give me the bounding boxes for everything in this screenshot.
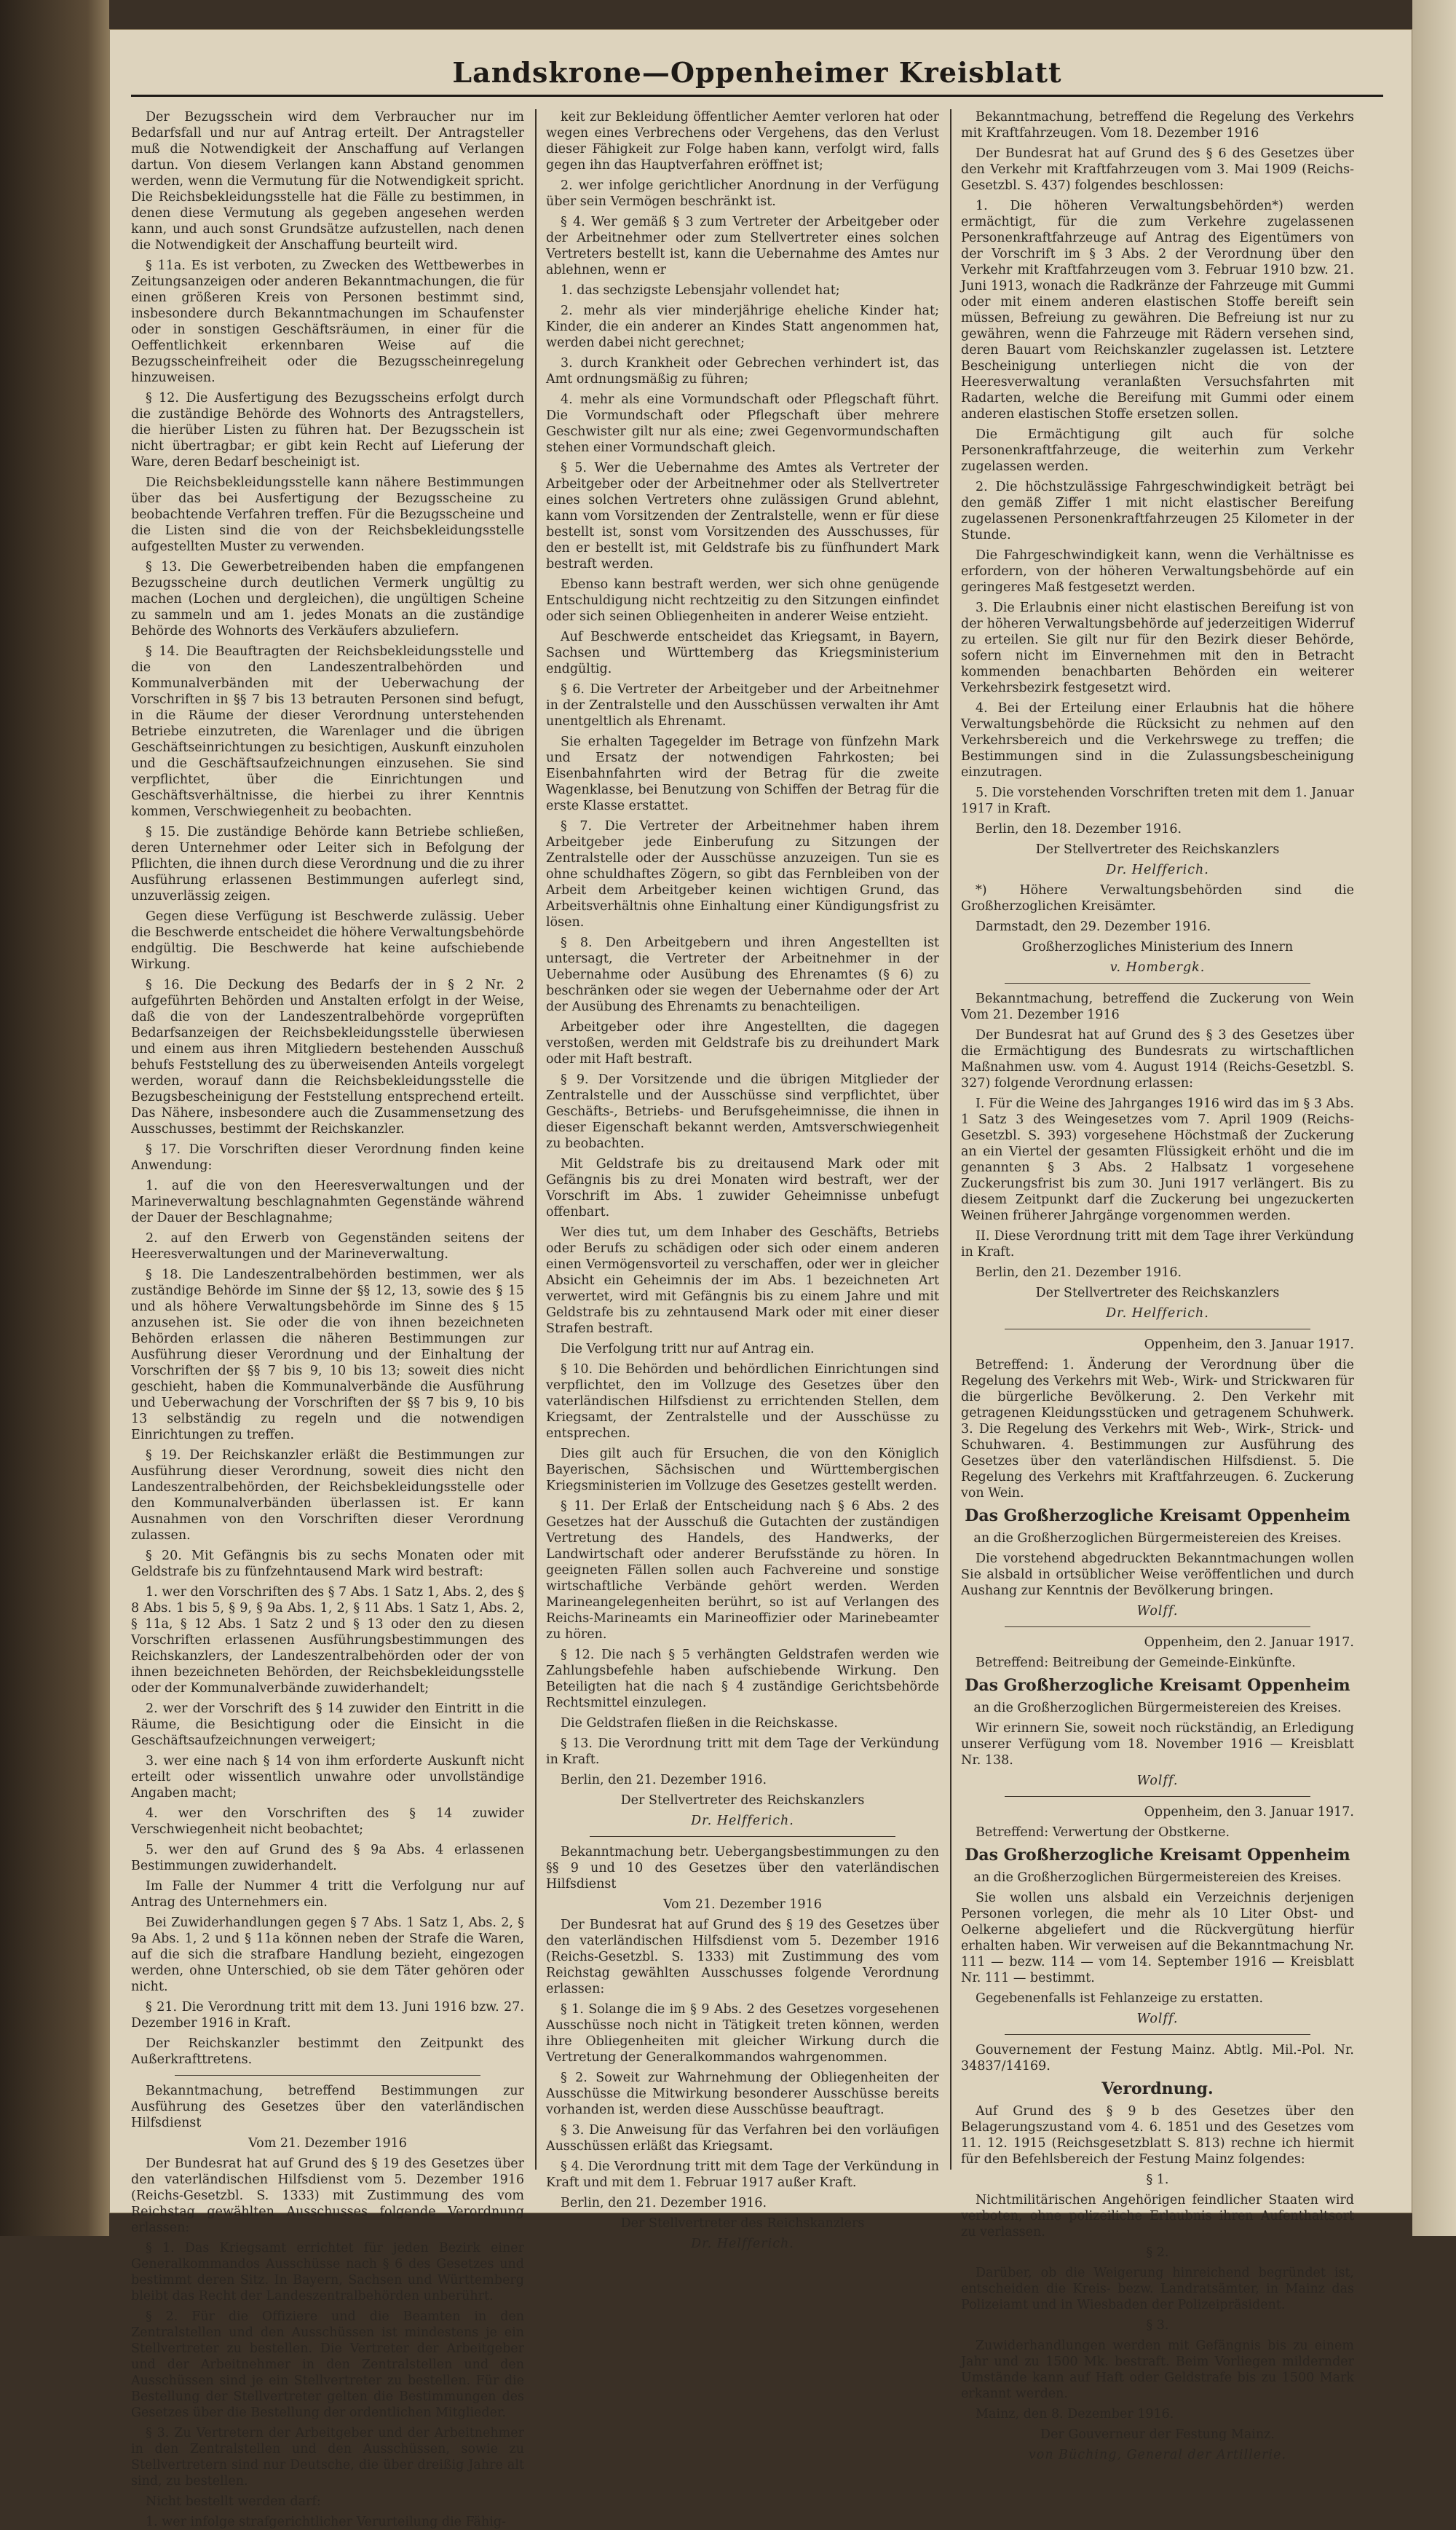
paragraph: Bekanntmachung, betreffend die Zuckerung von Wein Vom 21. Dezember 1916 [961,992,1354,1022]
column-3 [961,109,1354,2462]
paragraph: Die Verfolgung tritt nur auf Antrag ein. [561,1342,815,1356]
column-2 [546,109,939,2251]
paragraph: Berlin, den 21. Dezember 1916. [561,2196,767,2210]
paragraph: Die Ermächtigung gilt auch für solche Personenkraftfahrzeuge, die weiterhin zum Verkehr zugelassen werden. [961,427,1354,474]
paragraph: Betreffend: 1. Änderung der Verordnung über die Regelung des Verkehrs mit Web-, Wirk- und Strickwaren für die bürgerliche Bevölkerung. 2. Den Verkehr mit getragenen Kleidungsstücken und getragenem Schuhwerk. 3. Die Regelung des Verkehrs mit Web-, Wirk-, Strick- und Schuhwaren. 4. Bestimmungen zur Ausführung des Gesetzes über den vaterländischen Hilfsdienst. 5. Die Regelung des Verkehrs mit Kraftfahrzeugen. 6. Zuckerung von Wein. [961,1358,1354,1501]
signature: v. Hombergk. [1109,960,1206,975]
paragraph: Betreffend: Verwertung der Obstkerne. [976,1825,1230,1840]
column-1 [131,109,524,2529]
paragraph: § 11. Der Erlaß der Entscheidung nach § 6 Abs. 2 des Gesetzes hat der Ausschuß die Gutachten der zuständigen Vertretung des Handels, des Handwerks, der Landwirtschaft oder anderer Berufsstände zu hören. In geeigneten Fällen sollen auch Fachvereine und sonstige wirtschaftliche Verbände gehört werden. Werden Marineangelegenheiten berührt, so ist auf Verlangen des Reichs-Marineamts ein Marineoffizier oder Marinebeamter zu hören. [546,1499,939,1642]
section-divider [590,1836,895,1837]
authority-heading: Das Großherzogliche Kreisamt Oppenheim [965,1676,1350,1695]
paragraph: 3. wer eine nach § 14 von ihm erforderte Auskunft nicht erteilt oder wissentlich unwahre oder unvollständige Angaben macht; [131,1754,524,1800]
section-divider [1005,2034,1310,2035]
paragraph: § 11a. Es ist verboten, zu Zwecken des Wettbewerbes in Zeitungsanzeigen oder anderen Bekanntmachungen, die für einen größeren Kreis von Personen bestimmt sind, insbesondere durch Bekanntmachungen im Schaufenster oder in sonstigen Geschäftsräumen, in einer für die Oeffentlichkeit erkennbaren Weise auf die Bezugsscheinfreiheit oder die Bezugsscheinregelung hinzuweisen. [131,258,524,385]
paragraph: § 3. Zu Vertretern der Arbeitgeber und der Arbeitnehmer in den Zentralstellen und den Ausschüssen, sowie zu Stellvertretern sind nur Deutsche, die über dreißig Jahre alt sind, zu bestellen. [131,2426,524,2489]
paragraph: Sie erhalten Tagegelder im Betrage von fünfzehn Mark und Ersatz der notwendigen Fahrkosten; bei Eisenbahnfahrten wird der Betrag für die zweite Wagenklasse, bei Benutzung von Schiffen der Betrag für die erste Klasse erstattet. [546,735,939,813]
paragraph: § 6. Die Vertreter der Arbeitgeber und der Arbeitnehmer in der Zentralstelle und den Ausschüssen verwalten ihr Amt unentgeltlich als Ehrenamt. [546,682,939,729]
paragraph: Bekanntmachung betr. Uebergangsbestimmungen zu den §§ 9 und 10 des Gesetzes über den vaterländischen Hilfsdienst [546,1845,939,1891]
paragraph: § 12. Die nach § 5 verhängten Geldstrafen werden wie Zahlungsbefehle haben aufschiebende Wirkung. Den Beteiligten hat die nach § 4 zuständige Gerichtsbehörde Rechtsmittel einzulegen. [546,1648,939,1710]
paragraph: Der Bezugsschein wird dem Verbraucher nur im Bedarfsfall und nur auf Antrag erteilt. Der Antragsteller muß die Notwendigkeit der Anschaffung auf Verlangen dartun. Von diesem Verlangen kann Abstand genommen werden, wenn die Vermutung für die Notwendigkeit spricht. Die Reichsbekleidungsstelle hat die Fälle zu bestimmen, in denen diese Vermutung als gegeben angesehen werden kann, und auch sonst Grundsätze aufzustellen, nach denen die Notwendigkeit der Anschaffung beurteilt wird. [131,110,524,253]
paragraph: § 14. Die Beauftragten der Reichsbekleidungsstelle und die von den Landeszentralbehörden und Kommunalverbänden mit der Ueberwachung der Vorschriften in §§ 7 bis 13 betrauten Personen sind befugt, in die Räume der dieser Verordnung unterstehenden Betriebe einzutreten, die Warenlager und die übrigen Geschäftseinrichtungen zu besichtigen, Auskunft einzuholen und die Geschäftsaufzeichnungen einzusehen. Sie sind verpflichtet, über die Einrichtungen und Geschäftsverhältnisse, die hierbei zu ihrer Kenntnis kommen, Verschwiegenheit zu beobachten. [131,644,524,819]
paragraph: Darmstadt, den 29. Dezember 1916. [976,920,1211,934]
paragraph: Auf Beschwerde entscheidet das Kriegsamt, in Bayern, Sachsen und Württemberg das Kriegsministerium endgültig. [546,630,939,676]
book-spine [0,0,109,2236]
section-divider [1005,1626,1310,1627]
paragraph: Die Reichsbekleidungsstelle kann nähere Bestimmungen über das bei Ausfertigung der Bezugsscheine zu beobachtende Verfahren treffen. Für die Bezugsscheine und die Listen sind die von der Reichsbekleidungsstelle aufgestellten Muster zu verwenden. [131,475,524,554]
paragraph: 4. Bei der Erteilung einer Erlaubnis hat die höhere Verwaltungsbehörde die Rücksicht zu nehmen auf den Verkehrsbereich und die Verkehrswege zu treffen; die Bestimmungen sind in die Zulassungsbescheinigung einzutragen. [961,701,1354,780]
centered-line: Der Gouverneur der Festung Mainz. [1040,2427,1275,2442]
paragraph: 1. wer infolge strafgerichtlicher Verurteilung die Fähig- [146,2515,506,2529]
paragraph: 2. wer der Vorschrift des § 14 zuwider den Eintritt in die Räume, die Besichtigung oder die Einsicht in die Geschäftsaufzeichnungen verweigert; [131,1701,524,1748]
paragraph: § 12. Die Ausfertigung des Bezugsscheins erfolgt durch die zuständige Behörde des Wohnorts des Antragstellers, die hierüber Listen zu führen hat. Der Bezugsschein ist nicht übertragbar; er gibt kein Recht auf Lieferung der Ware, deren Bedarf bescheinigt ist. [131,391,524,470]
paragraph: § 16. Die Deckung des Bedarfs der in § 2 Nr. 2 aufgeführten Behörden und Anstalten erfolgt in der Weise, daß die von der Landeszentralbehörde vorgeprüften Bedarfsanzeigen der Reichsbekleidungsstelle überwiesen und einem aus ihren Mitgliedern bestehenden Ausschuß behufs Feststellung des zu überweisenden Anteils vorgelegt werden, worauf dann die Reichsbekleidungsstelle die Bezugsbescheinigung der Feststellung entsprechend erteilt. Das Nähere, insbesondere auch die Zusammensetzung des Ausschusses, bestimmt der Reichskanzler. [131,978,524,1136]
paragraph: § 8. Den Arbeitgebern und ihren Angestellten ist untersagt, die Vertreter der Arbeitnehmer in der Uebernahme oder Ausübung des Ehrenamtes (§ 6) zu beschränken oder sie wegen der Uebernahme oder der Art der Ausübung des Ehrenamts zu benachteiligen. [546,936,939,1014]
paragraph: Die Geldstrafen fließen in die Reichskasse. [561,1716,838,1731]
paragraph: 1. auf die von den Heeresverwaltungen und der Marineverwaltung beschlagnahmten Gegenstände während der Dauer der Beschlagnahme; [131,1179,524,1225]
paragraph: Der Reichskanzler bestimmt den Zeitpunkt des Außerkrafttretens. [131,2036,524,2067]
signature: Dr. Helfferich. [1106,863,1209,877]
centered-line: an die Großherzoglichen Bürgermeistereien des Kreises. [973,1701,1342,1715]
paragraph: Berlin, den 21. Dezember 1916. [561,1773,767,1787]
paragraph: 2. Die höchstzulässige Fahrgeschwindigkeit beträgt bei den gemäß Ziffer 1 mit nicht elastischer Bereifung zugelassenen Personenkraftfahrzeugen 25 Kilometer in der Stunde. [961,480,1354,542]
paragraph: § 21. Die Verordnung tritt mit dem 13. Juni 1916 bzw. 27. Dezember 1916 in Kraft. [131,2000,524,2031]
paragraph: § 13. Die Gewerbetreibenden haben die empfangenen Bezugsscheine durch deutlichen Vermerk ungültig zu machen (Lochen und dergleichen), die ungültigen Scheine zu sammeln und am 1. jedes Monats an die zuständige Behörde des Wohnorts des Verkäufers abzuliefern. [131,560,524,639]
paragraph: § 20. Mit Gefängnis bis zu sechs Monaten oder mit Geldstrafe bis zu fünfzehntausend Mark wird bestraft: [131,1549,524,1579]
paragraph: Auf Grund des § 9 b des Gesetzes über den Belagerungszustand vom 4. 6. 1851 und des Gesetzes vom 11. 12. 1915 (Reichsgesetzblatt S. 813) rechne ich hiermit für den Befehlsbereich der Festung Mainz folgendes: [961,2104,1354,2167]
signature: von Büching, General der Artillerie. [1028,2448,1287,2462]
section-divider [1005,983,1310,984]
paragraph: Bei Zuwiderhandlungen gegen § 7 Abs. 1 Satz 1, Abs. 2, § 9a Abs. 1, 2 und § 11a können neben der Strafe die Waren, auf die sich die strafbare Handlung bezieht, eingezogen werden, ohne Unterschied, ob sie dem Täter gehören oder nicht. [131,1916,524,1994]
paragraph: Dies gilt auch für Ersuchen, die von den Königlich Bayerischen, Sächsischen und Württembergischen Kriegsministerien im Vollzuge des Gesetzes gestellt werden. [546,1447,939,1493]
column-rule [950,109,951,2170]
paragraph: § 18. Die Landeszentralbehörden bestimmen, wer als zuständige Behörde im Sinne der §§ 12, 13, sowie des § 15 und als höhere Verwaltungsbehörde im Sinne des § 15 anzusehen ist. Sie oder die von ihnen bezeichneten Behörden erlassen die näheren Bestimmungen zur Ausführung dieser Verordnung und der Einhaltung der Vorschriften der §§ 7 bis 9, 10 bis 13; soweit dies nicht geschieht, haben die Kommunalverbände die Ausführung und Ueberwachung der Vorschriften der §§ 7 bis 9, 10 bis 13 selbständig zu regeln und die notwendigen Einrichtungen zu treffen. [131,1268,524,1442]
paragraph: 4. mehr als eine Vormundschaft oder Pflegschaft führt. Die Vormundschaft oder Pflegschaft über mehrere Geschwister gilt nur als eine; zwei Gegenvormundschaften stehen einer Vormundschaft gleich. [546,392,939,455]
paragraph: Wir erinnern Sie, soweit noch rückständig, an Erledigung unserer Verfügung vom 18. November 1916 — Kreisblatt Nr. 138. [961,1721,1354,1768]
paragraph: 2. auf den Erwerb von Gegenständen seitens der Heeresverwaltungen und der Marineverwaltung. [131,1231,524,1262]
paragraph: § 4. Wer gemäß § 3 zum Vertreter der Arbeitgeber oder der Arbeitnehmer oder zum Stellvertreter eines solchen Vertreters bestellt ist, kann die Uebernahme des Amtes nur ablehnen, wenn er [546,215,939,277]
paragraph: Betreffend: Beitreibung der Gemeinde-Einkünfte. [976,1656,1296,1670]
centered-line: Großherzogliches Ministerium des Innern [1021,940,1294,954]
masthead: Landskrone—Oppenheimer Kreisblatt [131,51,1383,97]
signature: Wolff. [1136,1774,1179,1788]
centered-line: Der Stellvertreter des Reichskanzlers [1035,842,1280,857]
paragraph: Ebenso kann bestraft werden, wer sich ohne genügende Entschuldigung nicht rechtzeitig zu den Sitzungen einfindet oder sich seinen Obliegenheiten in anderer Weise entzieht. [546,577,939,624]
paragraph: § 19. Der Reichskanzler erläßt die Bestimmungen zur Ausführung dieser Verordnung, soweit dies nicht den Landeszentralbehörden, der Reichsbekleidungsstelle oder den Kommunalverbänden überlassen ist. Er kann Ausnahmen von den Vorschriften dieser Verordnung zulassen. [131,1448,524,1543]
authority-heading: Das Großherzogliche Kreisamt Oppenheim [965,1506,1350,1525]
paragraph: § 4. Die Verordnung tritt mit dem Tage der Verkündung in Kraft und mit dem 1. Februar 1917 außer Kraft. [546,2159,939,2190]
paragraph: § 3. Die Anweisung für das Verfahren bei den vorläufigen Ausschüssen erläßt das Kriegsamt. [546,2123,939,2154]
paragraph: 1. Die höheren Verwaltungsbehörden*) werden ermächtigt, für die zum Verkehre zugelassenen Personenkraftfahrzeuge auf Antrag des Eigentümers von der Vorschrift im § 3 Abs. 2 der Verordnung über den Verkehr mit Kraftfahrzeugen vom 3. Februar 1910 bzw. 21. Juni 1913, wonach die Radkränze der Fahrzeuge mit Gummi oder mit einem anderen elastischen Stoffe bereift sein müssen, Befreiung zu gewähren. Die Befreiung ist nur zu gewähren, wenn die Fahrzeuge mit Rädern versehen sind, deren Bauart vom Reichskanzler zugelassen ist. Letztere Bescheinigung unterliegen nicht die von der Heeresverwaltung veranlaßten Versuchsfahrten mit Radarten, welche die Bereifung mit Gummi oder einem anderen elastischen Stoffe ersetzen sollen. [961,199,1354,422]
signature: Dr. Helfferich. [691,2237,794,2251]
paragraph: § 2. Für die Offiziere und die Beamten in den Zentralstellen und den Ausschüssen ist mindestens je ein Stellvertreter zu bestellen. Die Vertreter der Arbeitgeber und der Arbeitnehmer in den Zentralstellen und den Ausschüssen sind je ein Stellvertreter zu bestellen. Für die Bestellung der Stellvertreter gelten die Bestimmungen des Gesetzes über die Bestellung der ordentlichen Mitglieder. [131,2309,524,2420]
paragraph: Gegen diese Verfügung ist Beschwerde zulässig. Ueber die Beschwerde entscheidet die höhere Verwaltungsbehörde endgültig. Die Beschwerde hat keine aufschiebende Wirkung. [131,909,524,972]
column-rule [535,109,537,2170]
paragraph: Gouvernement der Festung Mainz. Abtlg. Mil.-Pol. Nr. 34837/14169. [961,2043,1354,2074]
paragraph: 2. mehr als vier minderjährige eheliche Kinder hat; Kinder, die ein anderer an Kindes Statt angenommen hat, werden dabei nicht gerechnet; [546,304,939,350]
paragraph: Der Bundesrat hat auf Grund des § 6 des Gesetzes über den Verkehr mit Kraftfahrzeugen vom 3. Mai 1909 (Reichs-Gesetzbl. S. 437) folgendes beschlossen: [961,146,1354,193]
paragraph: Sie wollen uns alsbald ein Verzeichnis derjenigen Personen vorlegen, die mehr als 10 Liter Obst- und Oelkerne abgeliefert und die Rückvergütung hierfür erhalten haben. Wir verweisen auf die Bekanntmachung Nr. 111 — bezw. 114 — vom 14. September 1916 — Kreisblatt Nr. 111 — bestimmt. [961,1891,1354,1985]
section-divider [1005,1796,1310,1797]
authority-heading: Verordnung. [1101,2079,1214,2098]
dateline: Oppenheim, den 3. Januar 1917. [1144,1805,1354,1819]
signature: Dr. Helfferich. [1106,1306,1209,1321]
paragraph: Im Falle der Nummer 4 tritt die Verfolgung nur auf Antrag des Unternehmers ein. [131,1879,524,1910]
authority-heading: Das Großherzogliche Kreisamt Oppenheim [965,1846,1350,1865]
centered-line: Der Stellvertreter des Reichskanzlers [620,1793,865,1808]
paragraph: § 1. Das Kriegsamt errichtet für jeden Bezirk einer Generalkommandos Ausschüsse nach § 6 des Gesetzes und bestimmt deren Sitz. In Bayern, Sachsen und Württemberg bleibt das Recht der Landeszentralbehörden unberührt. [131,2241,524,2304]
paragraph: Arbeitgeber oder ihre Angestellten, die dagegen verstoßen, werden mit Geldstrafe bis zu dreihundert Mark oder mit Haft bestraft. [546,1020,939,1067]
paragraph: Der Bundesrat hat auf Grund des § 19 des Gesetzes über den vaterländischen Hilfsdienst vom 5. Dezember 1916 (Reichs-Gesetzbl. S. 1333) mit Zustimmung des vom Reichstag gewählten Ausschusses folgende Verordnung erlassen: [546,1918,939,1996]
paragraph: Zuwiderhandlungen werden mit Gefängnis bis zu einem Jahr und zu 1500 Mk. bestraft. Beim Vorliegen mildernder Umstände kann auf Haft oder Geldstrafe bis zu 1500 Mark erkannt werden. [961,2339,1354,2401]
newspaper-page [109,29,1412,2529]
centered-line: an die Großherzoglichen Bürgermeistereien des Kreises. [973,1870,1342,1885]
paragraph: *) Höhere Verwaltungsbehörden sind die Großherzoglichen Kreisämter. [961,883,1354,914]
signature: Wolff. [1136,1604,1179,1618]
centered-line: Vom 21. Dezember 1916 [248,2136,407,2151]
signature: Dr. Helfferich. [691,1814,794,1828]
paragraph: Nichtmilitärischen Angehörigen feindlicher Staaten wird verboten, ohne polizeiliche Erlaubnis ihren Aufenthaltsort zu verlassen. [961,2193,1354,2240]
paragraph: 1. wer den Vorschriften des § 7 Abs. 1 Satz 1, Abs. 2, des § 8 Abs. 1 bis 5, § 9, § 9a Abs. 1, 2, § 11 Abs. 1 Satz 1, Abs. 2, § 11a, § 12 Abs. 1 Satz 2 und § 13 oder den zu diesen Vorschriften erlassenen Ausführungsbestimmungen des Reichskanzlers, der Landeszentralbehörden oder der von ihnen bezeichneten Behörden, der Reichsbekleidungsstelle oder der Kommunalverbände zuwiderhandelt; [131,1585,524,1696]
paragraph: Wer dies tut, um dem Inhaber des Geschäfts, Betriebs oder Berufs zu schädigen oder sich oder einem anderen einen Vermögensvorteil zu verschaffen, oder wer in gleicher Absicht ein Geheimnis der im Abs. 1 bezeichneten Art verwertet, wird mit Gefängnis bis zu einem Jahre und mit Geldstrafe bis zu zehntausend Mark oder mit einer dieser Strafen bestraft. [546,1225,939,1336]
dateline: Oppenheim, den 2. Januar 1917. [1144,1635,1354,1650]
paragraph: § 1. Solange die im § 9 Abs. 2 des Gesetzes vorgesehenen Ausschüsse noch nicht in Tätigkeit treten können, werden ihre Obliegenheiten mit gleicher Wirkung durch die Vertretung der Generalkommandos wahrgenommen. [546,2002,939,2065]
paragraph: 4. wer den Vorschriften des § 14 zuwider Verschwiegenheit nicht beobachtet; [131,1806,524,1837]
dateline: Oppenheim, den 3. Januar 1917. [1144,1337,1354,1352]
paragraph: Bekanntmachung, betreffend die Regelung des Verkehrs mit Kraftfahrzeugen. Vom 18. Dezember 1916 [961,110,1354,141]
paragraph: Der Bundesrat hat auf Grund des § 19 des Gesetzes über den vaterländischen Hilfsdienst vom 5. Dezember 1916 (Reichs-Gesetzbl. S. 1333) mit Zustimmung des vom Reichstag gewählten Ausschusses folgende Verordnung erlassen: [131,2157,524,2235]
paragraph: § 13. Die Verordnung tritt mit dem Tage der Verkündung in Kraft. [546,1736,939,1767]
centered-line: § 2. [1146,2245,1169,2260]
paragraph: 1. das sechzigste Lebensjahr vollendet hat; [561,283,840,298]
paragraph: I. Für die Weine des Jahrganges 1916 wird das im § 3 Abs. 1 Satz 3 des Weingesetzes vom 7. April 1909 (Reichs-Gesetzbl. S. 393) vorgesehene Höchstmaß der Zuckerung an ein Viertel der gesamten Flüssigkeit erhöht und die im genannten § 3 Abs. 2 Halbsatz 1 vorgesehene Zuckerungsfrist bis zum 30. Juni 1917 verlängert. Bis zu diesem Zeitpunkt darf die Zuckerung bei ungezuckerten Weinen früherer Jahrgänge vorgenommen werden. [961,1096,1354,1223]
centered-line: Der Stellvertreter des Reichskanzlers [1035,1286,1280,1300]
paragraph: 5. Die vorstehenden Vorschriften treten mit dem 1. Januar 1917 in Kraft. [961,786,1354,816]
adjacent-page-edge [1412,0,1456,2236]
centered-line: § 1. [1146,2173,1169,2187]
paragraph: Mit Geldstrafe bis zu dreitausend Mark oder mit Gefängnis bis zu drei Monaten wird bestraft, wer der Vorschrift im Abs. 1 zuwider Geheimnisse unbefugt offenbart. [546,1157,939,1219]
paragraph: 5. wer den auf Grund des § 9a Abs. 4 erlassenen Bestimmungen zuwiderhandelt. [131,1843,524,1873]
paragraph: Die vorstehend abgedruckten Bekanntmachungen wollen Sie alsbald in ortsüblicher Weise veröffentlichen und durch Aushang zur Kenntnis der Bevölkerung bringen. [961,1551,1354,1598]
paragraph: Bekanntmachung, betreffend Bestimmungen zur Ausführung des Gesetzes über den vaterländischen Hilfsdienst [131,2084,524,2130]
paragraph: § 15. Die zuständige Behörde kann Betriebe schließen, deren Unternehmer oder Leiter sich in Befolgung der Pflichten, die ihnen durch diese Verordnung und die zu ihrer Ausführung erlassenen Bestimmungen auferlegt sind, unzuverlässig zeigen. [131,825,524,904]
paragraph: Die Fahrgeschwindigkeit kann, wenn die Verhältnisse es erfordern, von der höheren Verwaltungsbehörde auf ein geringeres Maß festgesetzt werden. [961,548,1354,595]
paragraph: § 7. Die Vertreter der Arbeitnehmer haben ihrem Arbeitgeber jede Einberufung zu Sitzungen der Zentralstelle oder der Ausschüsse anzuzeigen. Tun sie es ohne schuldhaftes Zögern, so gibt das Fernbleiben von der Arbeit dem Arbeitgeber keinen wichtigen Grund, das Arbeitsverhältnis ohne Einhaltung einer Kündigungsfrist zu lösen. [546,819,939,930]
section-divider [175,2075,480,2076]
paragraph: Der Bundesrat hat auf Grund des § 3 des Gesetzes über die Ermächtigung des Bundesrats zu wirtschaftlichen Maßnahmen usw. vom 4. August 1914 (Reichs-Gesetzbl. S. 327) folgende Verordnung erlassen: [961,1028,1354,1091]
paragraph: § 2. Soweit zur Wahrnehmung der Obliegenheiten der Ausschüsse die Mitwirkung besonderer Ausschüsse bereits vorhanden ist, werden diese Ausschüsse beauftragt. [546,2071,939,2117]
paragraph: § 17. Die Vorschriften dieser Verordnung finden keine Anwendung: [131,1142,524,1173]
paragraph: II. Diese Verordnung tritt mit dem Tage ihrer Verkündung in Kraft. [961,1229,1354,1260]
paragraph: Berlin, den 21. Dezember 1916. [976,1265,1182,1280]
paragraph: § 10. Die Behörden und behördlichen Einrichtungen sind verpflichtet, den im Vollzuge des Gesetzes über den vaterländischen Hilfsdienst zu errichtenden Stellen, dem Kriegsamt, der Zentralstelle und der Ausschüsse zu entsprechen. [546,1362,939,1441]
paragraph: Nicht bestellt werden darf: [146,2494,321,2509]
paragraph: 2. wer infolge gerichtlicher Anordnung in der Verfügung über sein Vermögen beschränkt ist. [546,178,939,209]
paragraph: Berlin, den 18. Dezember 1916. [976,822,1182,837]
paragraph: Gegebenenfalls ist Fehlanzeige zu erstatten. [976,1991,1264,2006]
paragraph: § 5. Wer die Uebernahme des Amtes als Vertreter der Arbeitgeber oder der Arbeitnehmer oder als Stellvertreter eines solchen Vertreters ohne zulässigen Grund ablehnt, kann vom Vorsitzenden der Zentralstelle, wenn er für diese bestellt ist, sonst vom Vorsitzenden des Ausschusses, für den er bestellt ist, mit Geldstrafe bis zu fünfhundert Mark bestraft werden. [546,461,939,572]
centered-line: Der Stellvertreter des Reichskanzlers [620,2216,865,2231]
paragraph: Mainz, den 8. Dezember 1916. [976,2407,1174,2422]
paragraph: keit zur Bekleidung öffentlicher Aemter verloren hat oder wegen eines Verbrechens oder Vergehens, das den Verlust dieser Fähigkeit zur Folge haben kann, verfolgt wird, falls gegen ihn das Hauptverfahren eröffnet ist; [546,110,939,173]
centered-line: an die Großherzoglichen Bürgermeistereien des Kreises. [973,1531,1342,1546]
paragraph: 3. durch Krankheit oder Gebrechen verhindert ist, das Amt ordnungsmäßig zu führen; [546,356,939,387]
paragraph: Darüber, ob die Weigerung hinreichend begründet ist, entscheiden die Kreis- bezw. Landratsämter, in Mainz das Polizeiamt und in Wiesbaden der Polizeipräsident. [961,2266,1354,2312]
paragraph: § 9. Der Vorsitzende und die übrigen Mitglieder der Zentralstelle und der Ausschüsse sind verpflichtet, über Geschäfts-, Betriebs- und Berufsgeheimnisse, die ihnen in dieser Eigenschaft bekannt werden, Amtsverschwiegenheit zu beobachten. [546,1072,939,1151]
signature: Wolff. [1136,2012,1179,2026]
paragraph: 3. Die Erlaubnis einer nicht elastischen Bereifung ist von der höheren Verwaltungsbehörde auf jederzeitigen Widerruf zu erteilen. Sie gilt nur für den Bezirk dieser Behörde, sofern nicht im Einvernehmen mit den in Betracht kommenden benachbarten Behörden ein weiterer Verkehrsbezirk festgesetzt wird. [961,601,1354,695]
centered-line: Vom 21. Dezember 1916 [663,1897,822,1912]
centered-line: § 3. [1146,2318,1169,2333]
